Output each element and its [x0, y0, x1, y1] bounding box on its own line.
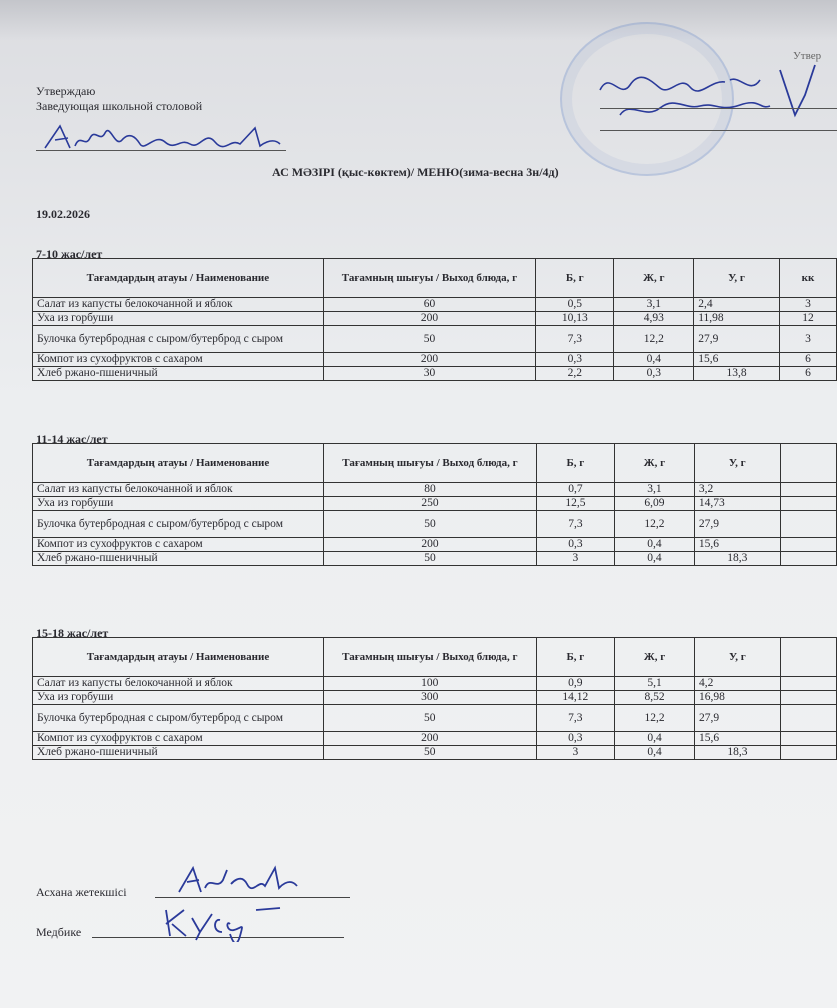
- dish-yield: 50: [323, 746, 536, 760]
- dish-carbs: 15,6: [694, 353, 780, 367]
- table-row: [33, 705, 837, 732]
- dish-protein: 7,3: [536, 326, 614, 353]
- dish-kcal: [780, 497, 836, 511]
- dish-fat: 0,4: [614, 353, 694, 367]
- table-row: [33, 483, 837, 497]
- approver-signature-line: [36, 150, 286, 151]
- dish-name: Булочка бутербродная с сыром/бутерброд с сыром: [33, 705, 324, 732]
- column-header-protein: Б, г: [536, 444, 614, 483]
- dish-yield: 100: [323, 677, 536, 691]
- age-group-label: 11-14 жас/лет: [36, 432, 108, 446]
- column-header-protein: Б, г: [536, 638, 614, 677]
- dish-yield: 30: [323, 367, 535, 381]
- dish-protein: 3: [536, 552, 614, 566]
- table-row: [33, 746, 837, 760]
- dish-fat: 0,4: [615, 732, 695, 746]
- dish-protein: 0,7: [536, 483, 614, 497]
- dish-kcal: [780, 691, 836, 705]
- dish-carbs: 18,3: [694, 552, 780, 566]
- dish-protein: 12,5: [536, 497, 614, 511]
- approver-position: Заведующая школьной столовой: [36, 99, 203, 113]
- dish-yield: 60: [323, 298, 535, 312]
- menu-table: [32, 443, 837, 566]
- dish-carbs: 15,6: [694, 538, 780, 552]
- dish-name: Хлеб ржано-пшеничный: [33, 746, 324, 760]
- column-header-fat: Ж, г: [614, 259, 694, 298]
- dish-carbs: 27,9: [694, 511, 780, 538]
- approve-right-label: Утвер: [793, 50, 822, 62]
- dish-name: Салат из капусты белокочанной и яблок: [33, 483, 324, 497]
- table-row: [33, 732, 837, 746]
- dish-fat: 0,4: [615, 746, 695, 760]
- approver-signature: [40, 118, 290, 158]
- dish-carbs: 27,9: [694, 705, 780, 732]
- table-header-row: [33, 444, 837, 483]
- dish-fat: 12,2: [614, 326, 694, 353]
- dish-name: Компот из сухофруктов с сахаром: [33, 538, 324, 552]
- dish-yield: 300: [323, 691, 536, 705]
- chef-signature: [175, 862, 315, 898]
- dish-name: Булочка бутербродная с сыром/бутерброд с сыром: [33, 326, 324, 353]
- dish-fat: 0,4: [614, 538, 694, 552]
- dish-fat: 0,3: [614, 367, 694, 381]
- dish-kcal: 12: [779, 312, 836, 326]
- dish-yield: 200: [323, 353, 535, 367]
- dish-kcal: [780, 538, 836, 552]
- column-header-yield: Тағамның шығуы / Выход блюда, г: [323, 638, 536, 677]
- dish-kcal: [780, 732, 836, 746]
- dish-protein: 2,2: [536, 367, 614, 381]
- table-row: [33, 326, 837, 353]
- dish-yield: 250: [324, 497, 537, 511]
- dish-name: Уха из горбуши: [33, 691, 324, 705]
- table-row: [33, 511, 837, 538]
- dish-carbs: 4,2: [694, 677, 780, 691]
- dish-name: Хлеб ржано-пшеничный: [33, 552, 324, 566]
- dish-carbs: 11,98: [694, 312, 780, 326]
- table-row: [33, 298, 837, 312]
- dish-yield: 50: [324, 511, 537, 538]
- table-row: [33, 538, 837, 552]
- column-header-yield: Тағамның шығуы / Выход блюда, г: [324, 444, 537, 483]
- age-group-label: 7-10 жас/лет: [36, 247, 103, 261]
- dish-yield: 200: [323, 732, 536, 746]
- dish-protein: 7,3: [536, 511, 614, 538]
- dish-kcal: [780, 677, 836, 691]
- dish-fat: 12,2: [615, 705, 695, 732]
- table-row: [33, 552, 837, 566]
- dish-protein: 7,3: [536, 705, 614, 732]
- dish-name: Хлеб ржано-пшеничный: [33, 367, 324, 381]
- dish-fat: 8,52: [615, 691, 695, 705]
- table-header-row: [33, 259, 837, 298]
- dish-carbs: 16,98: [694, 691, 780, 705]
- dish-protein: 0,3: [536, 538, 614, 552]
- table-row: [33, 497, 837, 511]
- dish-carbs: 14,73: [694, 497, 780, 511]
- column-header-fat: Ж, г: [615, 638, 695, 677]
- dish-carbs: 15,6: [694, 732, 780, 746]
- dish-name: Салат из капусты белокочанной и яблок: [33, 677, 324, 691]
- column-header-protein: Б, г: [536, 259, 614, 298]
- dish-fat: 0,4: [614, 552, 694, 566]
- dish-carbs: 13,8: [694, 367, 780, 381]
- column-header-name: Тағамдардың атауы / Наименование: [33, 259, 324, 298]
- dish-name: Компот из сухофруктов с сахаром: [33, 732, 324, 746]
- dish-fat: 4,93: [614, 312, 694, 326]
- dish-fat: 5,1: [615, 677, 695, 691]
- column-header-name: Тағамдардың атауы / Наименование: [33, 638, 324, 677]
- approve-left-block: [36, 84, 202, 114]
- dish-protein: 10,13: [536, 312, 614, 326]
- dish-carbs: 27,9: [694, 326, 780, 353]
- dish-yield: 200: [323, 312, 535, 326]
- age-group-label: 15-18 жас/лет: [36, 626, 109, 640]
- director-signature-line-2: [600, 130, 837, 131]
- column-header-kcal: кк: [779, 259, 836, 298]
- dish-carbs: 3,2: [694, 483, 780, 497]
- dish-fat: 12,2: [614, 511, 694, 538]
- dish-yield: 50: [323, 705, 536, 732]
- dish-protein: 14,12: [536, 691, 614, 705]
- dish-kcal: [780, 705, 836, 732]
- dish-kcal: [780, 746, 836, 760]
- dish-name: Булочка бутербродная с сыром/бутерброд с сыром: [33, 511, 324, 538]
- director-signature-line: [600, 108, 837, 109]
- table-row: [33, 312, 837, 326]
- column-header-fat: Ж, г: [614, 444, 694, 483]
- approve-label: Утверждаю: [36, 84, 96, 98]
- nurse-label: Медбике: [36, 925, 82, 939]
- dish-carbs: 2,4: [694, 298, 780, 312]
- dish-kcal: 6: [779, 353, 836, 367]
- dish-yield: 50: [323, 326, 535, 353]
- dish-protein: 0,9: [536, 677, 614, 691]
- dish-protein: 0,3: [536, 353, 614, 367]
- dish-kcal: 6: [779, 367, 836, 381]
- column-header-carbs: У, г: [694, 259, 780, 298]
- dish-name: Компот из сухофруктов с сахаром: [33, 353, 324, 367]
- dish-kcal: 3: [779, 298, 836, 312]
- page-shadow: [0, 0, 837, 40]
- director-signature: [590, 60, 830, 140]
- dish-kcal: 3: [779, 326, 836, 353]
- dish-kcal: [780, 511, 836, 538]
- column-header-kcal: [780, 444, 836, 483]
- dish-name: Салат из капусты белокочанной и яблок: [33, 298, 324, 312]
- column-header-carbs: У, г: [694, 444, 780, 483]
- dish-fat: 3,1: [614, 298, 694, 312]
- column-header-name: Тағамдардың атауы / Наименование: [33, 444, 324, 483]
- table-row: [33, 677, 837, 691]
- dish-kcal: [780, 552, 836, 566]
- menu-table: [32, 258, 837, 381]
- column-header-kcal: [780, 638, 836, 677]
- nurse-signature: [160, 902, 310, 942]
- column-header-carbs: У, г: [694, 638, 780, 677]
- dish-protein: 3: [536, 746, 614, 760]
- chef-label: Асхана жетекшісі: [36, 885, 127, 899]
- dish-yield: 80: [324, 483, 537, 497]
- dish-name: Уха из горбуши: [33, 312, 324, 326]
- table-row: [33, 367, 837, 381]
- menu-table: [32, 637, 837, 760]
- dish-yield: 200: [324, 538, 537, 552]
- table-header-row: [33, 638, 837, 677]
- dish-yield: 50: [324, 552, 537, 566]
- column-header-yield: Тағамның шығуы / Выход блюда, г: [323, 259, 535, 298]
- dish-protein: 0,3: [536, 732, 614, 746]
- table-row: [33, 691, 837, 705]
- dish-protein: 0,5: [536, 298, 614, 312]
- dish-carbs: 18,3: [694, 746, 780, 760]
- dish-name: Уха из горбуши: [33, 497, 324, 511]
- dish-fat: 6,09: [614, 497, 694, 511]
- dish-kcal: [780, 483, 836, 497]
- document-title: АС МӘЗІРІ (қыс-көктем)/ МЕНЮ(зима-весна 3н/4д): [272, 165, 559, 179]
- dish-fat: 3,1: [614, 483, 694, 497]
- document-date: 19.02.2026: [36, 207, 90, 221]
- table-row: [33, 353, 837, 367]
